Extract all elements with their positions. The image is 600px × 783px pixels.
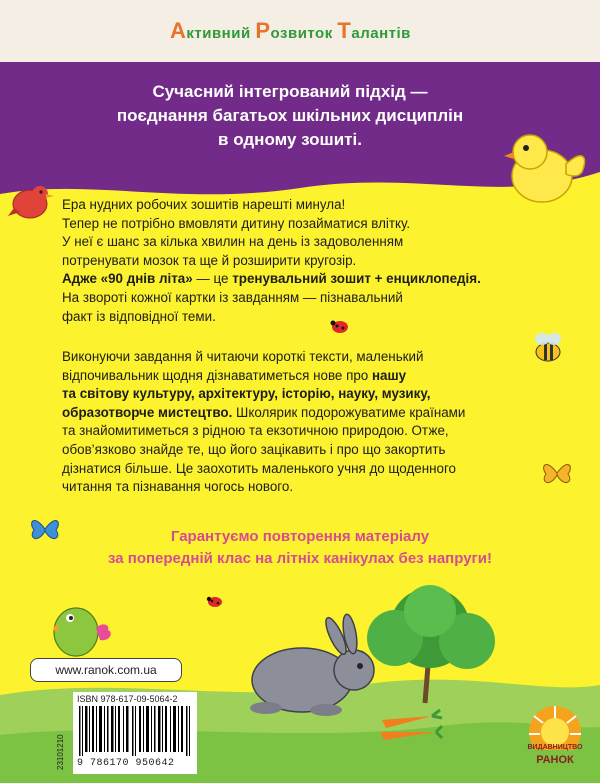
headline-line: в одному зошиті.: [218, 130, 362, 149]
publisher-name: РАНОК: [536, 754, 574, 766]
barcode: [73, 692, 197, 774]
sun-logo-icon: [520, 690, 590, 750]
isbn-text: ISBN 978-617-09-5064-2: [77, 694, 178, 704]
intro-paragraph: Ера нудних робочих зошитів нарешті минула! Тепер не потрібно вмовляти дитину позайматися влітку. У неї є шанс за кілька хвилин на день із задоволенням потренувати мозок та ще й розширити кругозір. Адже «90 днів літа» — це тренувальний зошит + енциклопедія. На звороті кожної картки із завданням — пізнавальний факт із відповідної теми.: [62, 197, 481, 324]
ladybug-icon: [330, 318, 350, 334]
carrots-illustration: [372, 706, 442, 750]
publisher-label: ВИДАВНИЦТВО: [527, 744, 583, 751]
barcode-number: 9 786170 950642: [77, 758, 175, 769]
series-title: Активний Розвиток Талантів: [170, 18, 411, 43]
website-url[interactable]: www.ranok.com.ua: [30, 658, 182, 682]
headline-line: Сучасний інтегрований підхід —: [152, 82, 428, 101]
parrot-illustration: [48, 598, 118, 660]
details-paragraph: Виконуючи завдання й читаючи короткі тексти, маленький відпочивальник щодня дізнаватиметься нове про нашу та світову культуру, архітектуру, історію, науку, музику, образотворче мистецтво. Школярик подорожуватиме країнами та знайомитиметься з рідною та екзотичною природою. Отже, обов’язково знайде те, що його зацікавить і про що закортить дізнатися більше. Це заохотить маленького учня до щоденного читання та пізнавання чогось нового.: [62, 349, 466, 495]
publisher-logo: [520, 690, 590, 775]
barcode-bars: [77, 706, 193, 756]
butterfly-icon: [28, 514, 62, 544]
ladybug-icon: [206, 594, 224, 608]
guarantee-text: Гарантуємо повторення матеріалу за попередній клас на літніх канікулах без напруги!: [107, 528, 493, 567]
headline-line: поєднання багатьох шкільних дисциплін: [116, 106, 464, 125]
red-bird-illustration: [8, 182, 56, 222]
side-code: 23101210: [56, 734, 65, 770]
rabbit-illustration: [236, 620, 386, 720]
headline: [90, 80, 490, 152]
butterfly-icon: [540, 458, 574, 488]
